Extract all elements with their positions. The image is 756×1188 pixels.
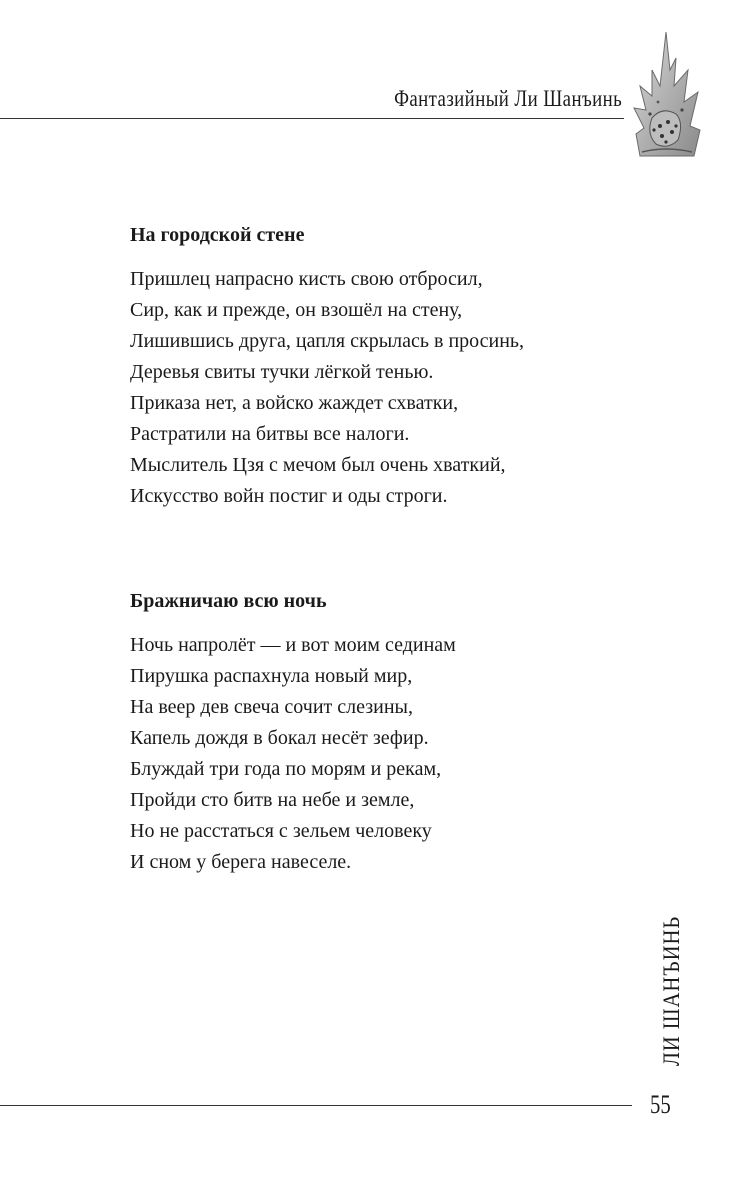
header-divider	[0, 118, 624, 119]
side-author	[652, 906, 692, 1076]
poem-title: На городской стене	[130, 224, 305, 246]
poem-line: На веер дев свеча сочит слезины,	[130, 696, 413, 718]
page-number: 55	[650, 1090, 671, 1119]
poem-line: Пирушка распахнула новый мир,	[130, 665, 413, 687]
poem-line: Деревья свиты тучки лёгкой тенью.	[130, 361, 434, 383]
poem-line: Приказа нет, а войско жаждет схватки,	[130, 392, 459, 414]
dragon-sculpture-icon	[632, 30, 702, 160]
poem-line: Но не расстаться с зельем человеку	[130, 820, 432, 842]
footer-divider	[0, 1105, 632, 1106]
poem-line: Лишившись друга, цапля скрылась в просинь,	[130, 330, 525, 352]
running-title: Фантазийный Ли Шанъинь	[393, 86, 622, 111]
side-author-label: ЛИ ШАНЪИНЬ	[659, 915, 684, 1067]
poem-1	[130, 224, 650, 512]
poem-line: Сир, как и прежде, он взошёл на стену,	[130, 299, 463, 321]
poem-title: Бражничаю всю ночь	[130, 590, 327, 612]
poem-2	[130, 590, 650, 878]
poem-line: Мыслитель Цзя с мечом был очень хваткий,	[130, 454, 506, 476]
poem-line: Растратили на битвы все налоги.	[130, 423, 410, 445]
poem-line: Блуждай три года по морям и рекам,	[130, 758, 442, 780]
poem-line: Ночь напролёт — и вот моим сединам	[130, 634, 456, 656]
poem-line: Пройди сто битв на небе и земле,	[130, 789, 415, 811]
poem-line: Искусство войн постиг и оды строги.	[130, 485, 448, 507]
poem-line: Капель дождя в бокал несёт зефир.	[130, 727, 429, 749]
poem-line: И сном у берега навеселе.	[130, 851, 352, 873]
poem-line: Пришлец напрасно кисть свою отбросил,	[130, 268, 483, 290]
